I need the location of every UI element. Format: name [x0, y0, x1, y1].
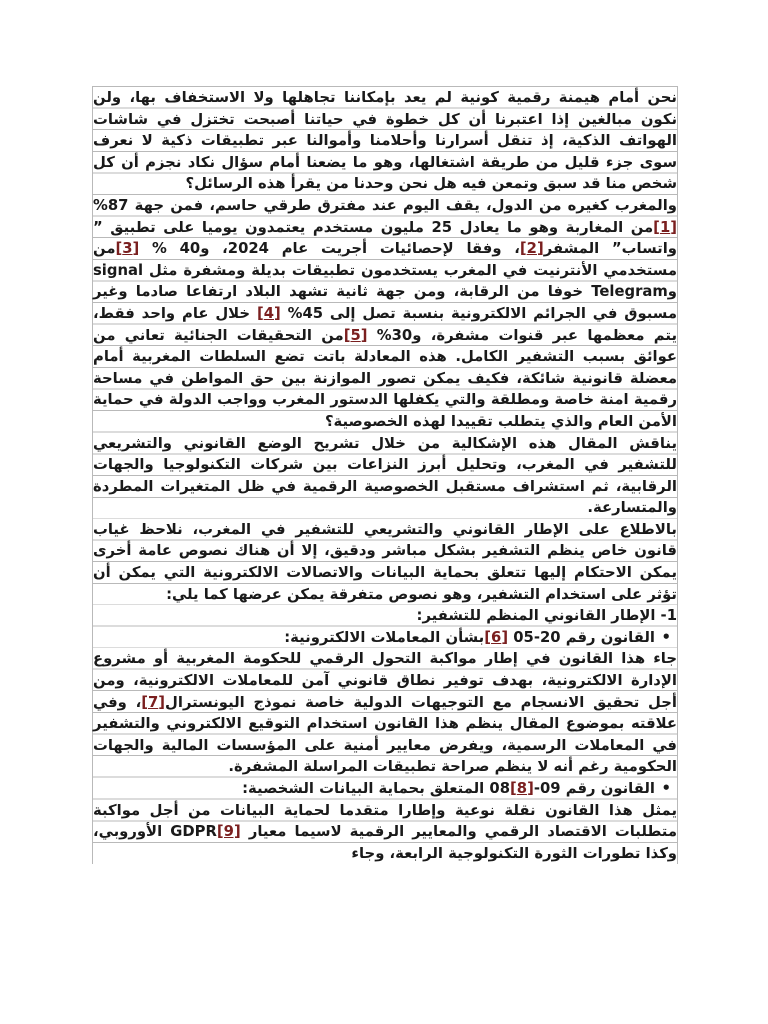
text-segment: من مستخدمي الأنترنيت في المغرب يستخدمون تطبيقات بديلة ومشفرة مثل signal وTelegram خوفا من الرقابة، ومن جهة ثانية تشهد البلاد ارتفاعا صادما وغير مسبوق في الجرائم الالكترونية بنسبة تصل إلى 45%	[93, 240, 678, 322]
paragraph-legal-text: بالاطلاع على الإطار القانوني والتشريعي للتشفير في المغرب، نلاحظ غياب قانون خاص ينظم التشفير بشكل مباشر ودقيق، إلا أن هناك نصوص عامة أخرى يمكن الاحتكام إليها تتعلق بحماية البيانات والاتصالات الالكترونية التي يمكن أن تؤثر على استخدام التشفير، وهو نصوص متفرقة يمكن عرضها كما يلي:	[93, 520, 677, 603]
footnote-ref-6[interactable]: [6]	[484, 628, 509, 646]
text-segment: من المغاربة وهو ما يعادل 25 مليون مستخدم يعتمدون يوميا على تطبيق ” واتساب” المشفر	[93, 218, 677, 258]
paragraph-legal-overview	[92, 519, 678, 605]
footnote-ref-3[interactable]: [3]	[115, 240, 140, 258]
bullet-icon: •	[661, 780, 671, 797]
footnote-ref-5[interactable]: [5]	[343, 326, 368, 344]
document-body	[92, 86, 678, 864]
text-segment: ، وفقا لإحصائيات أجريت عام 2024، و40 %	[139, 240, 520, 258]
footnote-ref-8[interactable]: [8]	[510, 780, 534, 797]
footnote-ref-1[interactable]: [1]	[653, 218, 677, 236]
text-segment: الأوروبي، وكذا تطورات الثورة التكنولوجية الرابعة، وجاء	[93, 823, 677, 862]
text-segment: جاء هذا القانون في إطار مواكبة التحول الرقمي للحكومة المغربية أو مشروع الإدارة الالكترونية، بهدف توفير نطاق قانوني آمن للمعاملات الالكترونية، ومن أجل تحقيق الانسجام مع التوجيهات الدولية خاصة نموذج اليونسترال	[93, 650, 677, 711]
text-segment: ، وفي علاقته بموضوع المقال ينظم هذا القانون استخدام التوقيع الالكتروني والتشفير في المعاملات الرسمية، ويفرض معايير أمنية على المؤسسات المالية والجهات الحكومية رغم أنه لا ينظم صراحة تطبيقات المراسلة المشفرة.	[93, 693, 677, 776]
text-segment: بشأن المعاملات الالكترونية:	[284, 628, 485, 646]
paragraph-law-09-08	[92, 800, 678, 865]
paragraph-problem-text: يناقش المقال هذه الإشكالية من خلال تشريح الوضع القانوني والتشريعي للتشفير في المغرب، وتحليل أبرز النزاعات بين شركات التكنولوجيا والجهات الرقابية، ثم استشراف مستقبل الخصوصية الرقمية في ظل المتغيرات المطردة والمتسارعة.	[93, 434, 677, 517]
text-segment: والمغرب كغيره من الدول، يقف اليوم عند مفترق طرقي حاسم، فمن جهة 87%	[93, 196, 677, 214]
text-segment: القانون رقم 09-	[533, 780, 655, 797]
bullet-law-09-08	[92, 778, 678, 800]
footnote-ref-9[interactable]: [9]	[216, 823, 241, 841]
bullet-icon: •	[661, 628, 671, 646]
section-heading: 1- الإطار القانوني المنظم للتشفير:	[92, 605, 678, 627]
paragraph-morocco-stats	[92, 195, 678, 433]
text-segment: 08 المتعلق بحماية البيانات الشخصية:	[242, 780, 510, 797]
footnote-ref-4[interactable]: [4]	[256, 304, 281, 322]
paragraph-intro-text: نحن أمام هيمنة رقمية كونية لم يعد بإمكاننا تجاهلها ولا الاستخفاف بها، ولن نكون مبالغين إذا اعتبرنا أن كل خطوة في حياتنا أصبحت تختزل في شاشات الهواتف الذكية، إذ تنقل أسرارنا وأحلامنا وأموالنا عبر تطبيقات ذكية لا نعرف سوى جزء قليل من طريقة اشتغالها، وهو ما يضعنا أمام سؤال نكاد نجزم أن كل شخص منا قد سبق وتمعن فيه هل نحن وحدنا من يقرأ هذه الرسائل؟	[93, 89, 677, 193]
footnote-ref-2[interactable]: [2]	[519, 240, 544, 258]
text-segment: خلال عام واحد فقط، يتم معظمها عبر قنوات مشفرة، و30%	[93, 304, 677, 344]
paragraph-law-20-05	[92, 648, 678, 778]
text-segment: من التحقيقات الجنائية تعاني من عوائق بسبب التشفير الكامل. هذه المعادلة باتت تضع السلطات المغربية أمام معضلة قانونية شائكة، فكيف يمكن تصور الموازنة بين حق المواطن في مساحة رقمية امنة خاصة ومطلقة والتي يكفلها الدستور المغرب وواجب الدولة في حماية الأمن العام والذي يتطلب تقييدا لهذه الخصوصية؟	[93, 326, 677, 430]
text-segment: القانون رقم 20-05	[508, 628, 655, 646]
bullet-law-20-05	[92, 627, 678, 649]
paragraph-intro	[92, 86, 678, 195]
text-segment: يمثل هذا القانون نقلة نوعية وإطارا متقدما لحماية البيانات من أجل مواكبة متطلبات الاقتصاد الرقمي والمعايير الرقمية لاسيما معيار GDPR	[93, 801, 677, 841]
footnote-ref-7[interactable]: [7]	[141, 693, 166, 711]
paragraph-problem-statement	[92, 433, 678, 519]
